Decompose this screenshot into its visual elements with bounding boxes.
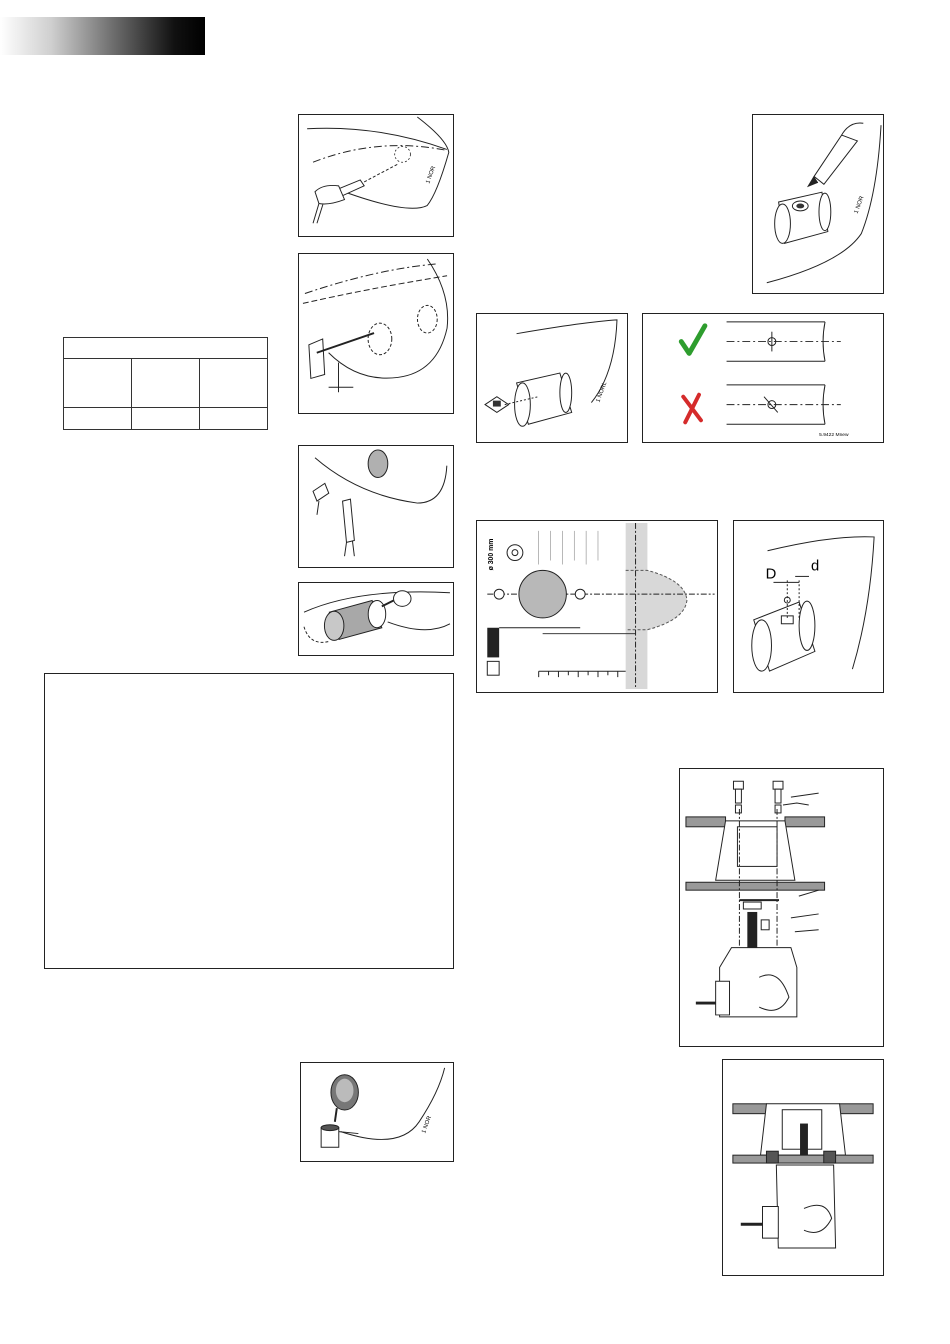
figure-tube-insert: [298, 582, 454, 656]
table-cell: [64, 408, 132, 430]
figure-drill-hull: [298, 114, 454, 237]
table-header-cell: [64, 338, 268, 359]
figure-label: 1 NOR: [425, 165, 438, 185]
figure-drive-assembled: [722, 1059, 884, 1276]
figure-drilling-template: [476, 520, 718, 693]
figure-drive-exploded: [679, 768, 884, 1047]
table-cell: [132, 359, 200, 408]
figure-label: 5.9422 Mnew: [819, 433, 849, 439]
dimension-d-lower-label: d: [810, 558, 820, 575]
table-cell: [200, 408, 268, 430]
figure-alignment: [642, 313, 884, 443]
figure-label: 1 NOR: [421, 1115, 434, 1135]
table-cell: [200, 359, 268, 408]
figure-tube-mark: [476, 313, 628, 443]
figure-hole-template: [298, 253, 454, 414]
template-diameter-label: ø 300 mm: [488, 538, 496, 571]
figure-pencil-mark: [752, 114, 884, 294]
dimension-d-upper-label: D: [765, 566, 777, 583]
notice-box: [44, 673, 454, 969]
table-cell: [132, 408, 200, 430]
figure-sealant: [300, 1062, 454, 1162]
spec-table: [63, 337, 268, 430]
check-mark-icon: [681, 326, 705, 354]
figure-dimension: [733, 520, 884, 693]
figure-cut-hole: [298, 445, 454, 568]
figure-label: 1 NOR: [853, 195, 866, 215]
cross-mark-icon: [683, 395, 701, 423]
header-bar: [0, 17, 205, 55]
table-cell: [64, 359, 132, 408]
figure-label: 1 NORL: [595, 381, 609, 404]
